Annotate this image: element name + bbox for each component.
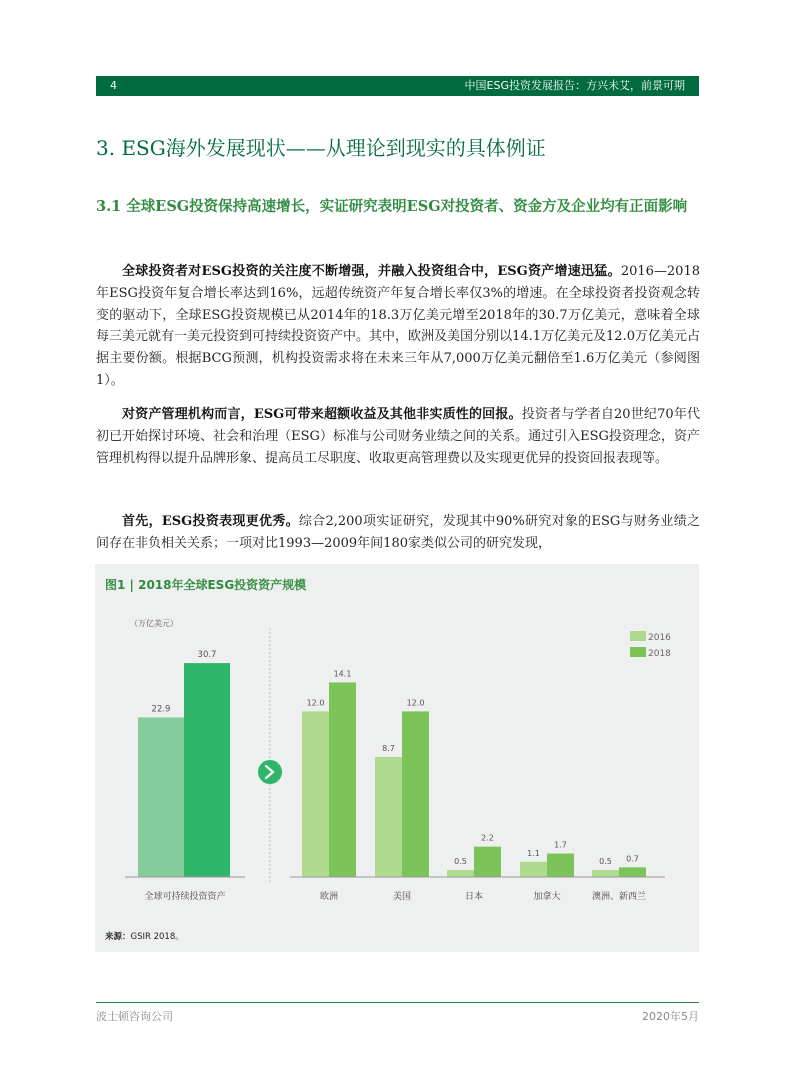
header-bar (96, 76, 699, 96)
bar-2016-3 (520, 862, 547, 877)
paragraph-esg-growth (96, 261, 700, 392)
legend-label: 2016 (648, 633, 671, 643)
total-value-label: 30.7 (197, 650, 217, 661)
arrow-circle (258, 760, 282, 784)
bar-2016-1 (375, 757, 402, 877)
figure-source (105, 930, 184, 942)
legend-swatch-2018 (630, 647, 646, 657)
source-text: GSIR 2018。 (130, 932, 184, 942)
footer-rule (96, 1002, 699, 1003)
bar-value-label: 8.7 (382, 743, 395, 753)
bar-2018-1 (402, 711, 429, 877)
esg-asset-chart (95, 564, 699, 952)
footer-date: 2020年5月 (642, 1010, 699, 1023)
bar-2016-4 (592, 870, 619, 877)
paragraph-lead: 全球投资者对ESG投资的关注度不断增强，并融入投资组合中，ESG资产增速迅猛。 (122, 264, 621, 279)
bar-value-label: 12.0 (406, 698, 425, 708)
report-title: 中国ESG投资发展报告：方兴未艾，前景可期 (464, 79, 685, 92)
bar-value-label: 12.0 (306, 698, 325, 708)
legend-swatch-2016 (630, 631, 646, 641)
bar-2016-0 (302, 711, 329, 877)
bar-2018-2 (474, 847, 501, 877)
bar-2018-0 (329, 682, 356, 877)
paragraph-lead: 首先，ESG投资表现更优秀。 (122, 514, 299, 529)
paragraph-body: 投资者与学者自20世纪70年代初已开始探讨环境、社会和治理（ESG）标准与公司财务业绩之间的关系。通过引入ESG投资理念，资产管理机构得以提升品牌形象、提高员工尽职度、收取更高管理费以及实现更优异的投资回报表现等。 (96, 407, 700, 466)
bar-2018-3 (547, 854, 574, 877)
paragraph-performance (96, 511, 700, 555)
bar-value-label: 1.7 (554, 840, 567, 850)
paragraph-body: 综合2,200项实证研究，发现其中90%研究对象的ESG与财务业绩之间存在非负相关关系；一项对比1993—2009年间180家类似公司的研究发现， (96, 514, 700, 551)
category-label: 日本 (464, 892, 484, 902)
bar-2016-2 (447, 870, 474, 877)
total-category-label: 全球可持续投资资产 (144, 892, 226, 902)
figure-1 (95, 564, 699, 952)
category-label: 欧洲 (319, 892, 339, 902)
paragraph-lead: 对资产管理机构而言，ESG可带来超额收益及其他非实质性的回报。 (122, 407, 522, 422)
category-label: 澳洲、新西兰 (591, 892, 647, 902)
total-bar-2018 (184, 663, 230, 877)
bar-value-label: 14.1 (333, 669, 352, 679)
bar-value-label: 0.7 (626, 854, 639, 864)
figure-title: 图1 | 2018年全球ESG投资资产规模 (105, 578, 307, 592)
bar-value-label: 1.1 (527, 848, 540, 858)
paragraph-asset-managers (96, 404, 700, 469)
subsection-title: 3.1 全球ESG投资保持高速增长，实证研究表明ESG对投资者、资金方及企业均有正面影响 (96, 198, 688, 215)
category-label: 加拿大 (533, 892, 561, 902)
page-number: 4 (110, 79, 117, 92)
legend-label: 2018 (648, 649, 671, 659)
bar-value-label: 0.5 (599, 857, 612, 867)
unit-label: （万亿美元） (130, 619, 178, 628)
bar-2018-4 (619, 867, 646, 877)
bar-value-label: 0.5 (454, 857, 467, 867)
source-label: 来源： (105, 932, 131, 942)
paragraph-body: 2016—2018年ESG投资年复合增长率达到16%，远超传统资产年复合增长率仅3%的增速。在全球投资者投资观念转变的驱动下，全球ESG投资规模已从2014年的18.3万亿美元增至2018年的30.7万亿美元，意味着全球每三美元就有一美元投资到可持续投资资产中。其中，欧洲及美国分别以14.1万亿美元及12.0万亿美元占据主要份额。根据BCG预测，机构投资需求将在未来三年从7,000万亿美元翻倍至1.6万亿美元（参阅图1）。 (96, 264, 700, 388)
footer-company: 波士顿咨询公司 (96, 1010, 173, 1023)
bar-value-label: 2.2 (481, 833, 494, 843)
total-value-label: 22.9 (151, 704, 171, 715)
category-label: 美国 (392, 892, 412, 902)
total-bar-2016 (138, 717, 184, 877)
section-title: 3. ESG海外发展现状——从理论到现实的具体例证 (96, 136, 546, 160)
